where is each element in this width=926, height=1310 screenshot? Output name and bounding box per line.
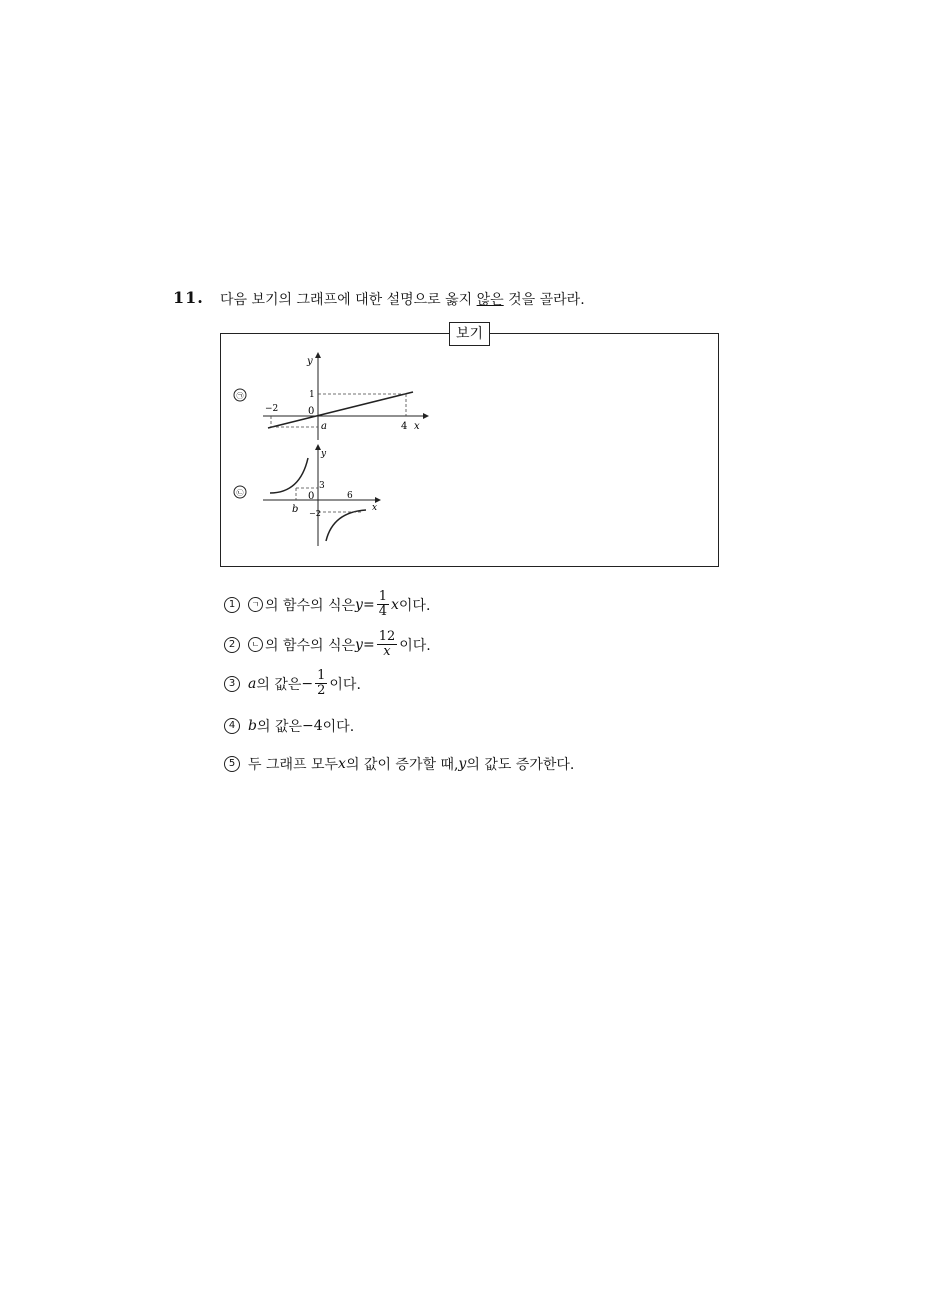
choice-1-var: y: [355, 596, 363, 613]
choice-2-pre: 의 함수의 식은: [265, 637, 356, 654]
choice-5-text2: 의 값이 증가할 때,: [345, 757, 459, 773]
choice-2-var: y: [355, 636, 363, 653]
graph2-x-label: x: [372, 503, 378, 513]
choice-4-value: −4: [302, 718, 323, 734]
question-text: [220, 289, 585, 309]
choice-1[interactable]: [224, 590, 430, 619]
graph1-y-arrow: [315, 352, 321, 358]
choice-1-marker: ㄱ: [248, 597, 263, 612]
graph2-marker: ㉡: [236, 489, 244, 497]
choice-2-marker: ㄴ: [248, 637, 263, 652]
choice-1-pre: 의 함수의 식은: [265, 597, 356, 614]
choice-1-fraction: [377, 590, 389, 619]
choice-3-tail: 이다.: [329, 676, 361, 693]
graph2-origin: 0: [308, 491, 315, 502]
choice-3-fraction: [315, 669, 327, 698]
question-text-after: 것을 골라라.: [503, 292, 585, 308]
graph1-x-label: x: [414, 421, 420, 432]
choice-2-fraction: [377, 630, 398, 659]
choice-1-number: 1: [224, 597, 240, 613]
graph1-marker: ㉠: [236, 392, 244, 400]
choice-1-eq: =: [362, 596, 375, 613]
choice-1-tail: 이다.: [398, 597, 431, 614]
choice-5-var2: y: [458, 756, 467, 772]
graph2-tick-6: 6: [347, 491, 353, 501]
choice-4-number: 4: [224, 718, 240, 734]
graph1-x-arrow: [423, 413, 429, 419]
graph2-curve-right: [326, 510, 366, 541]
graph1-tick-4: 4: [401, 421, 408, 432]
graph1-tick-a: a: [321, 421, 327, 432]
graph2-y-label: y: [321, 449, 327, 459]
choice-5-text3: 의 값도 증가한다.: [466, 757, 575, 773]
choice-5-number: 5: [224, 756, 240, 772]
graph2-tick-b: b: [292, 504, 299, 515]
choice-2-number: 2: [224, 637, 240, 653]
choice-3-frac-top: 1: [317, 668, 326, 683]
question-text-before: 다음 보기의 그래프에 대한 설명으로 옳지: [220, 292, 477, 308]
choice-1-frac-bot: 4: [378, 604, 387, 619]
graph1-y-label: y: [307, 356, 313, 367]
choice-1-post-var: x: [390, 596, 399, 613]
choice-2-frac-top: 12: [378, 629, 396, 644]
choice-4-pre: 의 값은: [256, 719, 302, 735]
choice-3-sign: −: [301, 675, 314, 692]
graph-2: [234, 444, 381, 546]
question-text-underlined: 않은: [476, 292, 504, 308]
graph1-tick-neg2: −2: [265, 404, 279, 414]
choice-5[interactable]: [224, 754, 574, 774]
example-box-title: 보기: [449, 322, 490, 346]
choice-4-var: b: [248, 718, 257, 734]
choice-3-var: a: [248, 675, 257, 692]
choice-2[interactable]: [224, 630, 431, 659]
choice-5-var1: x: [338, 756, 346, 772]
choice-3-number: 3: [224, 676, 240, 692]
graph-1: [234, 352, 429, 440]
choice-2-tail: 이다.: [399, 637, 431, 654]
graph1-origin: 0: [308, 406, 315, 417]
graph2-tick-neg2: −2: [309, 509, 321, 518]
choice-1-frac-top: 1: [378, 589, 387, 604]
graph1-tick-1: 1: [309, 390, 315, 400]
choice-3-pre: 의 값은: [256, 676, 302, 693]
choice-5-text1: 두 그래프 모두: [248, 757, 339, 773]
choice-3[interactable]: [224, 669, 361, 698]
choice-4-tail: 이다.: [322, 719, 355, 735]
choice-3-frac-bot: 2: [317, 683, 326, 698]
graph1-line: [268, 392, 413, 428]
choice-2-eq: =: [362, 636, 375, 653]
graph2-tick-3: 3: [319, 481, 325, 491]
choice-4[interactable]: [224, 716, 354, 736]
graphs-svg: [225, 350, 445, 550]
question-number: 11.: [173, 288, 204, 307]
choice-2-frac-bot: x: [383, 644, 391, 659]
